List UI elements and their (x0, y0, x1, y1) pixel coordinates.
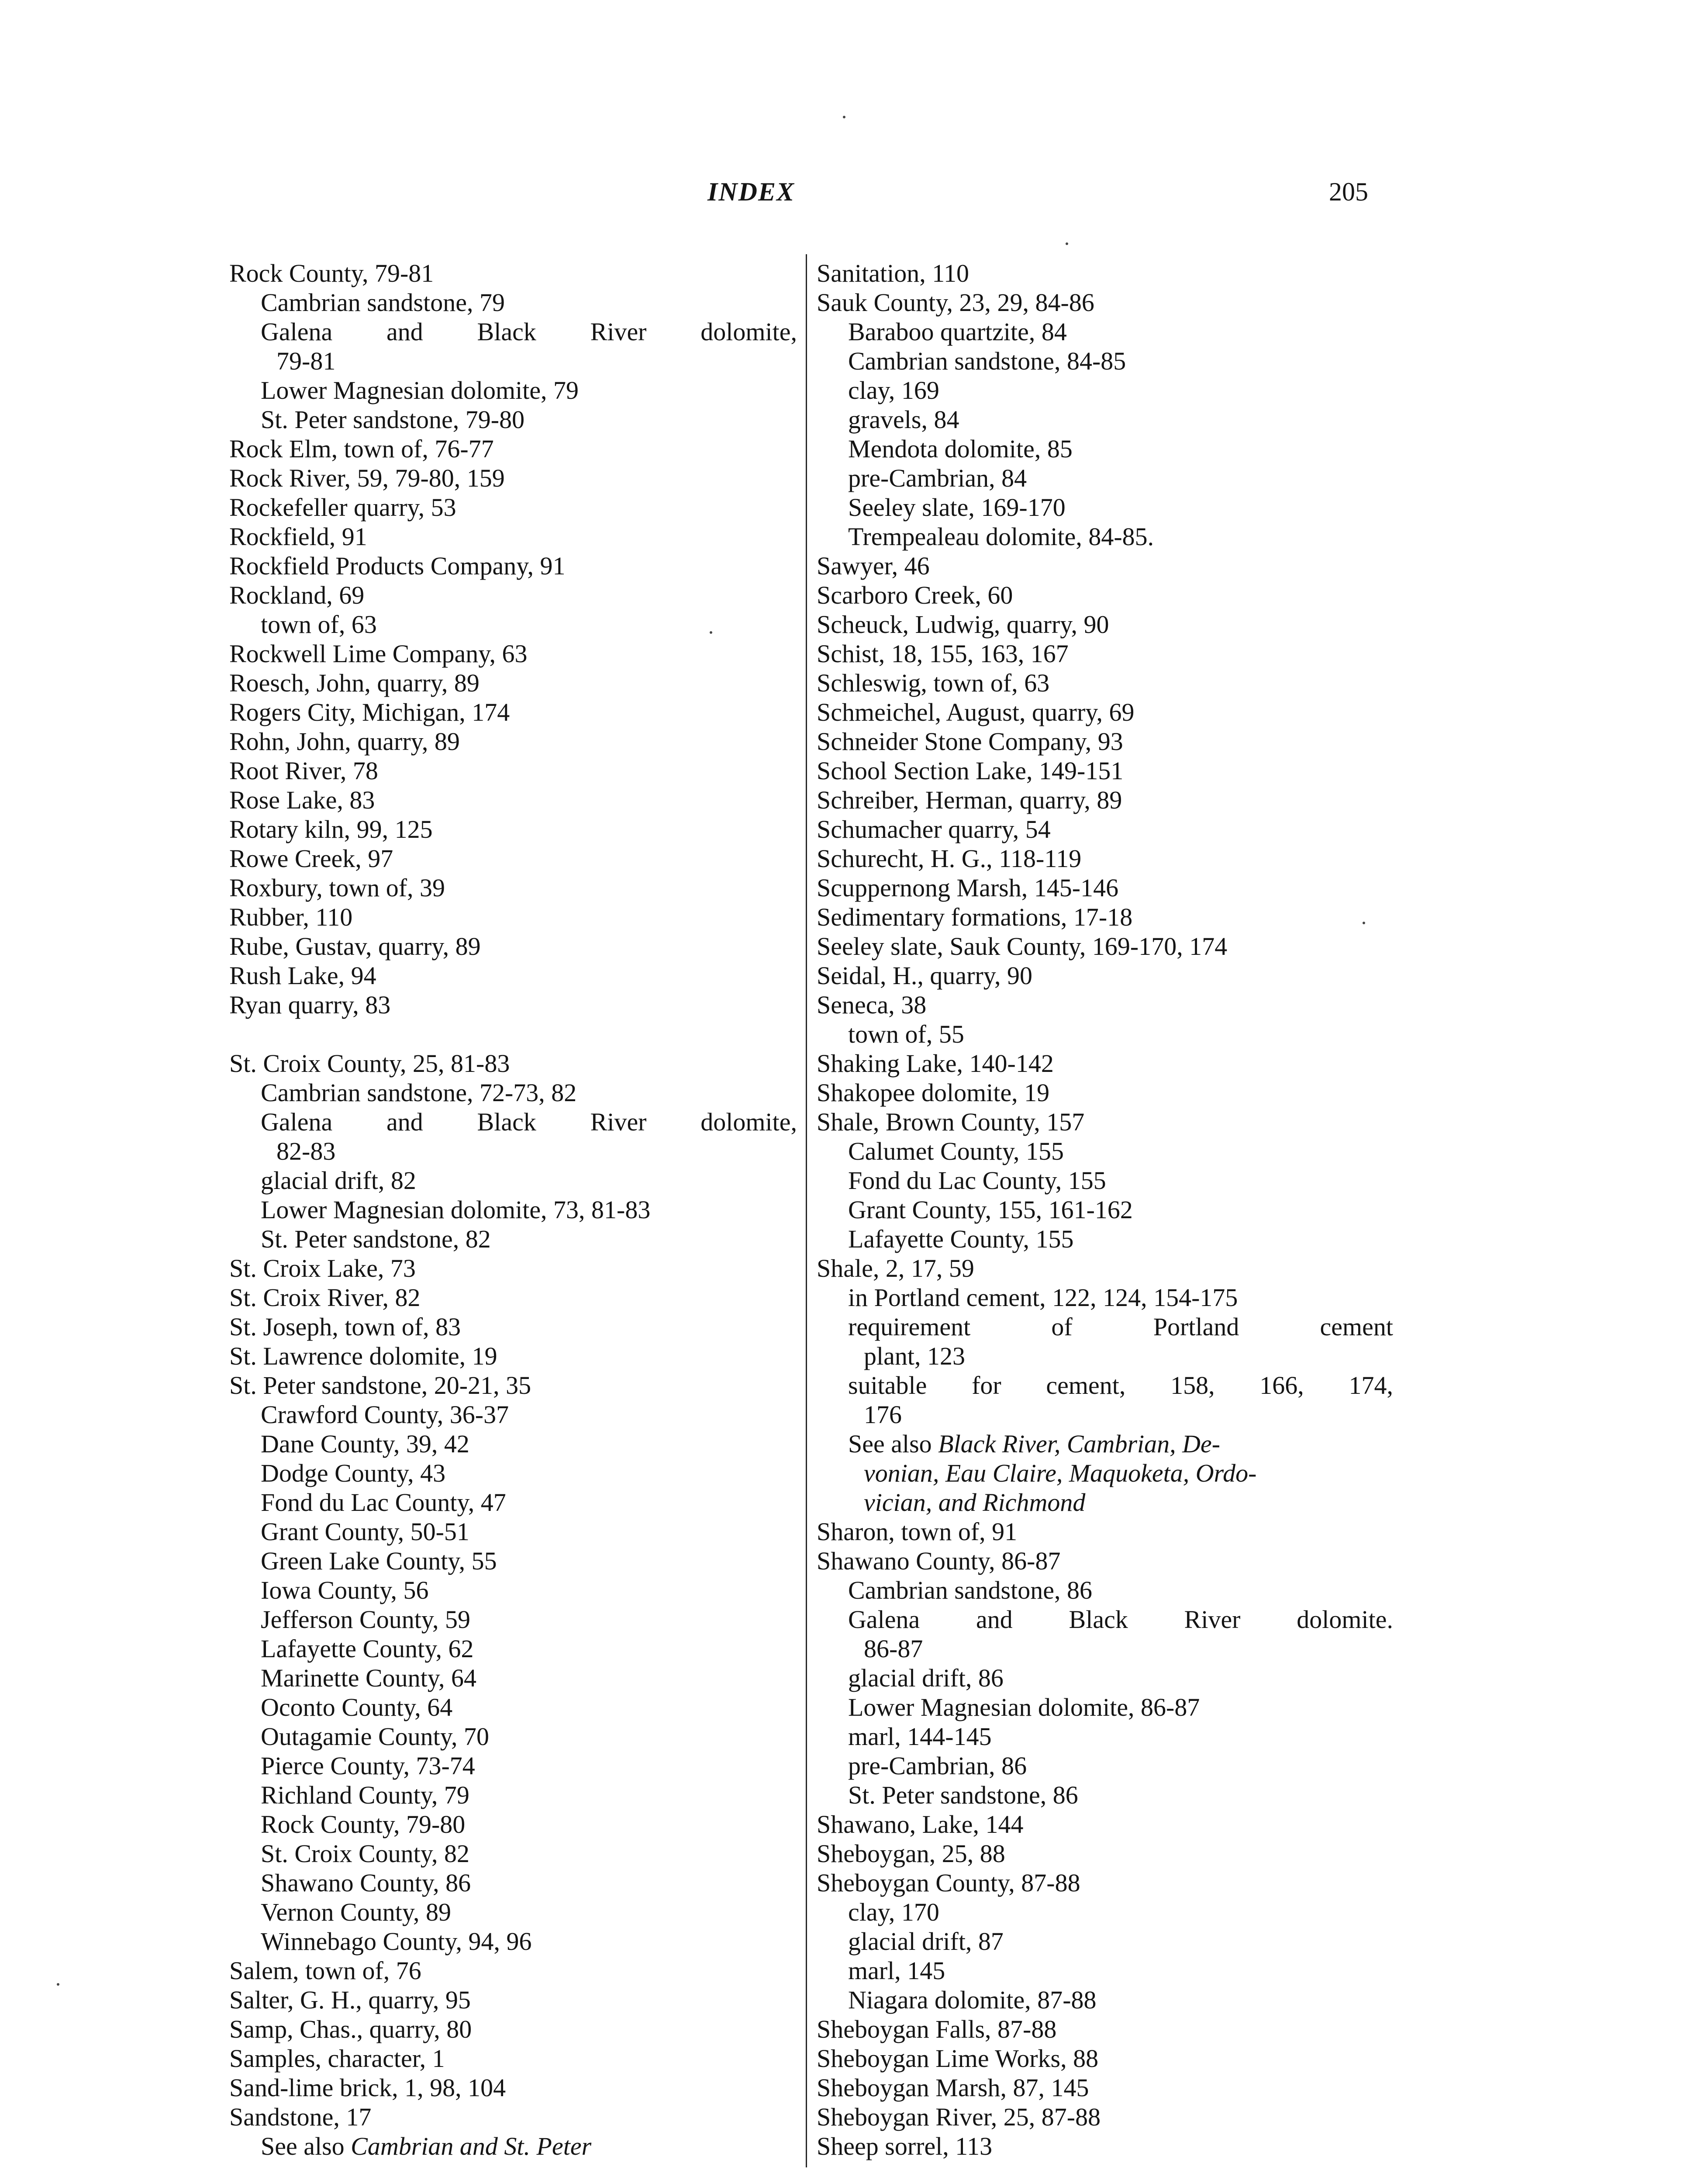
index-entry-text: Outagamie County, 70 (261, 1722, 489, 1751)
index-entry-text: Sheboygan Falls, 87-88 (817, 2015, 1057, 2043)
page-number: 205 (1329, 177, 1368, 206)
index-entry-text: Seeley slate, 169-170 (848, 493, 1066, 522)
index-entry-text: Seidal, H., quarry, 90 (817, 961, 1032, 990)
index-entry-text: Shawano County, 86-87 (817, 1547, 1061, 1575)
index-entry (817, 1722, 1393, 1751)
index-entry (229, 990, 797, 1019)
index-entry-text: town of, 63 (261, 610, 377, 639)
index-entry (229, 1341, 797, 1371)
index-entry-text: Schreiber, Herman, quarry, 89 (817, 786, 1122, 814)
index-entry (229, 1576, 797, 1605)
index-entry-text: Rockwell Lime Company, 63 (229, 639, 528, 668)
index-entry (817, 1780, 1393, 1810)
index-entry-text: Lower Magnesian dolomite, 86-87 (848, 1693, 1200, 1721)
index-entry (229, 2132, 797, 2161)
index-entry (817, 1224, 1393, 1254)
index-entry (229, 434, 797, 463)
index-entry-text: Rogers City, Michigan, 174 (229, 698, 510, 726)
index-entry-text: Niagara dolomite, 87-88 (848, 1986, 1097, 2014)
index-entry-text: Rohn, John, quarry, 89 (229, 727, 460, 756)
index-entry (229, 1049, 797, 1078)
index-entry-text: Iowa County, 56 (261, 1576, 429, 1604)
index-entry (229, 1429, 797, 1458)
index-entry (817, 434, 1393, 463)
index-entry (229, 581, 797, 610)
index-entry (817, 756, 1393, 785)
index-entry-text: Samp, Chas., quarry, 80 (229, 2015, 472, 2043)
index-entry (229, 376, 797, 405)
paper-speck (1066, 242, 1068, 245)
index-entry-text: Sandstone, 17 (229, 2103, 372, 2131)
index-entry (817, 1605, 1393, 1634)
index-entry (229, 405, 797, 434)
index-entry-text: Shale, 2, 17, 59 (817, 1254, 974, 1282)
index-entry (229, 1400, 797, 1429)
index-entry-text: Jefferson County, 59 (261, 1605, 471, 1634)
index-entry (817, 1341, 1393, 1371)
index-entry-text: School Section Lake, 149-151 (817, 757, 1124, 785)
index-entry-text: Rockland, 69 (229, 581, 365, 609)
index-entry-text: Mendota dolomite, 85 (848, 435, 1073, 463)
index-entry (817, 844, 1393, 873)
index-entry-text: Rubber, 110 (229, 903, 353, 931)
index-entry (817, 1137, 1393, 1166)
index-entry-text: St. Joseph, town of, 83 (229, 1313, 461, 1341)
index-entry (229, 1868, 797, 1897)
index-entry-text: Root River, 78 (229, 757, 378, 785)
index-entry-text: Dane County, 39, 42 (261, 1430, 469, 1458)
index-entry (229, 1693, 797, 1722)
index-entry (229, 1605, 797, 1634)
index-entry (817, 376, 1393, 405)
index-entry-text: Oconto County, 64 (261, 1693, 453, 1721)
index-entry-text: Seneca, 38 (817, 991, 927, 1019)
index-entry-text: St. Croix Lake, 73 (229, 1254, 416, 1282)
index-entry-text: Cambrian sandstone, 79 (261, 288, 505, 317)
index-entry (817, 1868, 1393, 1897)
index-entry-text: clay, 170 (848, 1898, 939, 1926)
index-entry (817, 1985, 1393, 2015)
index-entry-text: Marinette County, 64 (261, 1664, 476, 1692)
index-entry (229, 551, 797, 581)
index-entry (229, 756, 797, 785)
index-entry-text: Rotary kiln, 99, 125 (229, 815, 433, 843)
index-entry-text: St. Croix River, 82 (229, 1283, 421, 1312)
index-entry-text: Lower Magnesian dolomite, 79 (261, 376, 579, 404)
index-entry (229, 522, 797, 551)
index-entry (229, 1312, 797, 1341)
index-entry (229, 1751, 797, 1780)
index-entry-text: Rock County, 79-80 (261, 1810, 466, 1838)
index-entry (229, 317, 797, 346)
index-entry-text: Roxbury, town of, 39 (229, 874, 445, 902)
index-entry-text: clay, 169 (848, 376, 939, 404)
index-entry (817, 1576, 1393, 1605)
index-entry (229, 873, 797, 902)
index-entry (817, 1283, 1393, 1312)
index-entry (229, 1722, 797, 1751)
index-entry (817, 2015, 1393, 2044)
index-entry-text: Rock Elm, town of, 76-77 (229, 435, 494, 463)
index-entry-text: Scarboro Creek, 60 (817, 581, 1013, 609)
index-entry-text: Rose Lake, 83 (229, 786, 375, 814)
index-entry-cross-reference: vician, and Richmond (864, 1488, 1086, 1517)
index-entry-cross-reference: Black River, Cambrian, De- (938, 1430, 1221, 1458)
index-entry (229, 2073, 797, 2102)
index-entry-text: Baraboo quartzite, 84 (848, 318, 1067, 346)
index-entry-text: See also (261, 2132, 351, 2160)
index-entry-text: Schleswig, town of, 63 (817, 669, 1050, 697)
index-entry-text: Shawano County, 86 (261, 1869, 471, 1897)
index-entry-text: pre-Cambrian, 84 (848, 464, 1027, 492)
index-entry-text: Galena and Black River dolomite, (261, 318, 797, 346)
index-entry (817, 873, 1393, 902)
index-entry (817, 493, 1393, 522)
index-entry-text: St. Lawrence dolomite, 19 (229, 1342, 497, 1370)
index-entry-text: Fond du Lac County, 47 (261, 1488, 506, 1517)
index-entry (229, 1839, 797, 1868)
index-entry-text: Grant County, 50-51 (261, 1517, 469, 1546)
index-entry (229, 259, 797, 288)
index-entry-text: Trempealeau dolomite, 84-85. (848, 522, 1154, 551)
index-entry (817, 1693, 1393, 1722)
index-entry (817, 815, 1393, 844)
index-entry-text: Lafayette County, 62 (261, 1635, 474, 1663)
index-entry-text: Schumacher quarry, 54 (817, 815, 1051, 843)
index-entry-text: Rockfield, 91 (229, 522, 367, 551)
index-entry-text: Fond du Lac County, 155 (848, 1166, 1106, 1195)
index-entry (817, 785, 1393, 815)
index-entry (817, 1019, 1393, 1049)
index-entry-text: Sheep sorrel, 113 (817, 2132, 993, 2160)
index-entry (229, 1107, 797, 1137)
index-entry-text: Vernon County, 89 (261, 1898, 452, 1926)
index-entry (817, 1107, 1393, 1137)
index-entry (229, 1810, 797, 1839)
index-entry-text: 86-87 (864, 1635, 923, 1663)
index-entry-text: St. Peter sandstone, 20-21, 35 (229, 1371, 531, 1400)
paper-speck (843, 116, 845, 118)
index-entry (817, 2044, 1393, 2073)
index-entry-text: Shale, Brown County, 157 (817, 1108, 1085, 1136)
index-entry (229, 844, 797, 873)
index-entry (817, 1400, 1393, 1429)
index-entry-text: marl, 145 (848, 1956, 945, 1985)
index-entry (817, 1195, 1393, 1224)
index-entry-text: Rowe Creek, 97 (229, 844, 393, 873)
index-entry-text: Sanitation, 110 (817, 259, 969, 287)
index-entry-text: Ryan quarry, 83 (229, 991, 391, 1019)
index-entry-text: Scheuck, Ludwig, quarry, 90 (817, 610, 1109, 639)
index-entry-text: St. Peter sandstone, 79-80 (261, 405, 525, 434)
index-entry-text: Sheboygan River, 25, 87-88 (817, 2103, 1101, 2131)
index-entry-text: Rube, Gustav, quarry, 89 (229, 932, 481, 961)
index-entry (817, 346, 1393, 376)
index-entry-text: Rockfield Products Company, 91 (229, 552, 566, 580)
index-entry-text: St. Croix County, 25, 81-83 (229, 1049, 510, 1078)
index-entry (229, 463, 797, 493)
index-entry (229, 2044, 797, 2073)
index-entry (229, 493, 797, 522)
index-entry-text: Shawano, Lake, 144 (817, 1810, 1024, 1838)
index-entry (817, 259, 1393, 288)
index-entry (817, 1546, 1393, 1576)
index-entry-cross-reference: vonian, Eau Claire, Maquoketa, Ordo- (864, 1459, 1257, 1487)
index-entry-text: Sheboygan County, 87-88 (817, 1869, 1080, 1897)
index-entry (817, 581, 1393, 610)
index-entry (817, 2102, 1393, 2132)
index-entry (817, 932, 1393, 961)
index-entry (817, 551, 1393, 581)
index-entry-text: Sawyer, 46 (817, 552, 930, 580)
index-entry-text: Lafayette County, 155 (848, 1225, 1074, 1253)
index-entry-text: St. Croix County, 82 (261, 1839, 470, 1868)
index-entry (229, 1517, 797, 1546)
index-entry-text: Rock River, 59, 79-80, 159 (229, 464, 505, 492)
index-entry-text: Galena and Black River dolomite, (261, 1108, 797, 1136)
index-entry (817, 698, 1393, 727)
index-entry (817, 1458, 1393, 1488)
index-entry (817, 990, 1393, 1019)
index-entry (229, 1254, 797, 1283)
index-entry (229, 346, 797, 376)
index-entry-text: Cambrian sandstone, 86 (848, 1576, 1092, 1604)
index-entry (817, 1634, 1393, 1663)
index-entry (817, 2132, 1393, 2161)
index-entry (817, 1078, 1393, 1107)
index-entry (817, 727, 1393, 756)
index-entry-text: requirement of Portland cement (848, 1313, 1393, 1341)
index-entry-text: Richland County, 79 (261, 1781, 469, 1809)
index-entry-text: Rush Lake, 94 (229, 961, 376, 990)
index-entry-text: St. Peter sandstone, 86 (848, 1781, 1078, 1809)
index-entry (229, 288, 797, 317)
index-entry (817, 1810, 1393, 1839)
index-entry (817, 2073, 1393, 2102)
paper-speck (57, 1983, 59, 1986)
index-entry (229, 1195, 797, 1224)
index-entry (229, 668, 797, 698)
index-entry (229, 727, 797, 756)
index-entry (817, 961, 1393, 990)
index-entry-text: glacial drift, 86 (848, 1664, 1004, 1692)
index-entry (817, 1956, 1393, 1985)
index-entry-text: Winnebago County, 94, 96 (261, 1927, 532, 1956)
index-entry-text: Dodge County, 43 (261, 1459, 446, 1487)
index-entry-text: Seeley slate, Sauk County, 169-170, 174 (817, 932, 1228, 961)
index-entry (817, 1488, 1393, 1517)
index-entry-text: Rock County, 79-81 (229, 259, 434, 287)
index-entry-text: glacial drift, 87 (848, 1927, 1004, 1956)
index-entry-text: 82-83 (276, 1137, 336, 1165)
index-entry (229, 1137, 797, 1166)
index-entry-text: Shaking Lake, 140-142 (817, 1049, 1054, 1078)
index-entry (229, 1546, 797, 1576)
index-entry (229, 785, 797, 815)
index-entry (229, 1897, 797, 1927)
index-entry-text: Schneider Stone Company, 93 (817, 727, 1123, 756)
index-entry (229, 1927, 797, 1956)
index-entry (229, 2015, 797, 2044)
index-entry (817, 1517, 1393, 1546)
running-head: INDEX (707, 177, 795, 206)
index-entry (817, 317, 1393, 346)
index-entry-text: Scuppernong Marsh, 145-146 (817, 874, 1119, 902)
index-entry (229, 1985, 797, 2015)
index-entry (817, 1371, 1393, 1400)
paper-speck (710, 631, 712, 634)
index-entry (229, 610, 797, 639)
index-entry (817, 902, 1393, 932)
index-entry (229, 932, 797, 961)
index-entry (817, 1897, 1393, 1927)
index-entry (229, 1780, 797, 1810)
index-entry (817, 668, 1393, 698)
index-entry-text: 79-81 (276, 347, 336, 375)
index-entry-text: pre-Cambrian, 86 (848, 1752, 1027, 1780)
index-entry-text: Sheboygan Lime Works, 88 (817, 2044, 1099, 2073)
index-entry-text: Schurecht, H. G., 118-119 (817, 844, 1082, 873)
index-entry (817, 1166, 1393, 1195)
index-entry (817, 1254, 1393, 1283)
index-entry-text: See also (848, 1430, 938, 1458)
index-entry (229, 1663, 797, 1693)
index-entry-text: Schist, 18, 155, 163, 167 (817, 639, 1069, 668)
index-entry-text: Sharon, town of, 91 (817, 1517, 1018, 1546)
index-entry (229, 1078, 797, 1107)
index-entry-text: suitable for cement, 158, 166, 174, (848, 1371, 1393, 1400)
index-entry-text: Sedimentary formations, 17-18 (817, 903, 1133, 931)
index-entry-text: gravels, 84 (848, 405, 959, 434)
index-entry (817, 1312, 1393, 1341)
index-entry-text: Galena and Black River dolomite. (848, 1605, 1393, 1634)
index-entry-text: 176 (864, 1400, 902, 1429)
index-entry (229, 1283, 797, 1312)
index-entry (229, 1488, 797, 1517)
index-entry (229, 1371, 797, 1400)
index-entry-text: St. Peter sandstone, 82 (261, 1225, 491, 1253)
index-entry (229, 698, 797, 727)
index-entry (229, 1634, 797, 1663)
index-entry-text: Schmeichel, August, quarry, 69 (817, 698, 1135, 726)
index-entry (229, 1956, 797, 1985)
index-entry-text: Sheboygan Marsh, 87, 145 (817, 2073, 1089, 2102)
index-entry-text: Lower Magnesian dolomite, 73, 81-83 (261, 1196, 651, 1224)
index-entry (817, 610, 1393, 639)
index-entry-text: Sauk County, 23, 29, 84-86 (817, 288, 1094, 317)
index-entry-cross-reference: Cambrian and St. Peter (351, 2132, 592, 2160)
index-entry (229, 1224, 797, 1254)
index-entry-text: Calumet County, 155 (848, 1137, 1064, 1165)
index-entry (229, 1166, 797, 1195)
index-entry (817, 1839, 1393, 1868)
index-entry (817, 1751, 1393, 1780)
index-entry-text: Rockefeller quarry, 53 (229, 493, 456, 522)
index-entry (229, 815, 797, 844)
index-entry-text: town of, 55 (848, 1020, 964, 1048)
index-entry-text: Crawford County, 36-37 (261, 1400, 509, 1429)
index-entry (817, 1927, 1393, 1956)
index-entry-text: Cambrian sandstone, 72-73, 82 (261, 1078, 577, 1107)
index-entry-text: Grant County, 155, 161-162 (848, 1196, 1133, 1224)
column-divider (806, 254, 807, 2167)
index-entry-text: in Portland cement, 122, 124, 154-175 (848, 1283, 1238, 1312)
index-column-left (229, 259, 797, 2161)
index-entry-text: Pierce County, 73-74 (261, 1752, 475, 1780)
index-entry-text: Samples, character, 1 (229, 2044, 445, 2073)
index-entry (817, 522, 1393, 551)
index-entry (817, 463, 1393, 493)
index-entry-text: plant, 123 (864, 1342, 965, 1370)
index-entry-text: Salter, G. H., quarry, 95 (229, 1986, 471, 2014)
index-entry (229, 961, 797, 990)
index-entry (817, 1429, 1393, 1458)
index-entry (817, 1049, 1393, 1078)
index-column-right (817, 259, 1393, 2161)
index-entry (817, 405, 1393, 434)
index-entry (817, 639, 1393, 668)
index-entry-text: Salem, town of, 76 (229, 1956, 421, 1985)
index-entry (229, 902, 797, 932)
index-entry (817, 288, 1393, 317)
index-entry-text: glacial drift, 82 (261, 1166, 416, 1195)
index-entry (229, 2102, 797, 2132)
index-entry-text: Cambrian sandstone, 84-85 (848, 347, 1126, 375)
index-entry-text: Sheboygan, 25, 88 (817, 1839, 1005, 1868)
index-entry (229, 639, 797, 668)
index-entry-text: Roesch, John, quarry, 89 (229, 669, 480, 697)
index-entry-text: Sand-lime brick, 1, 98, 104 (229, 2073, 506, 2102)
index-entry (229, 1458, 797, 1488)
index-entry-text: Green Lake County, 55 (261, 1547, 497, 1575)
index-entry (229, 1019, 797, 1049)
paper-speck (1363, 922, 1365, 924)
index-entry (817, 1663, 1393, 1693)
index-entry-text: marl, 144-145 (848, 1722, 992, 1751)
index-entry-text: Shakopee dolomite, 19 (817, 1078, 1050, 1107)
